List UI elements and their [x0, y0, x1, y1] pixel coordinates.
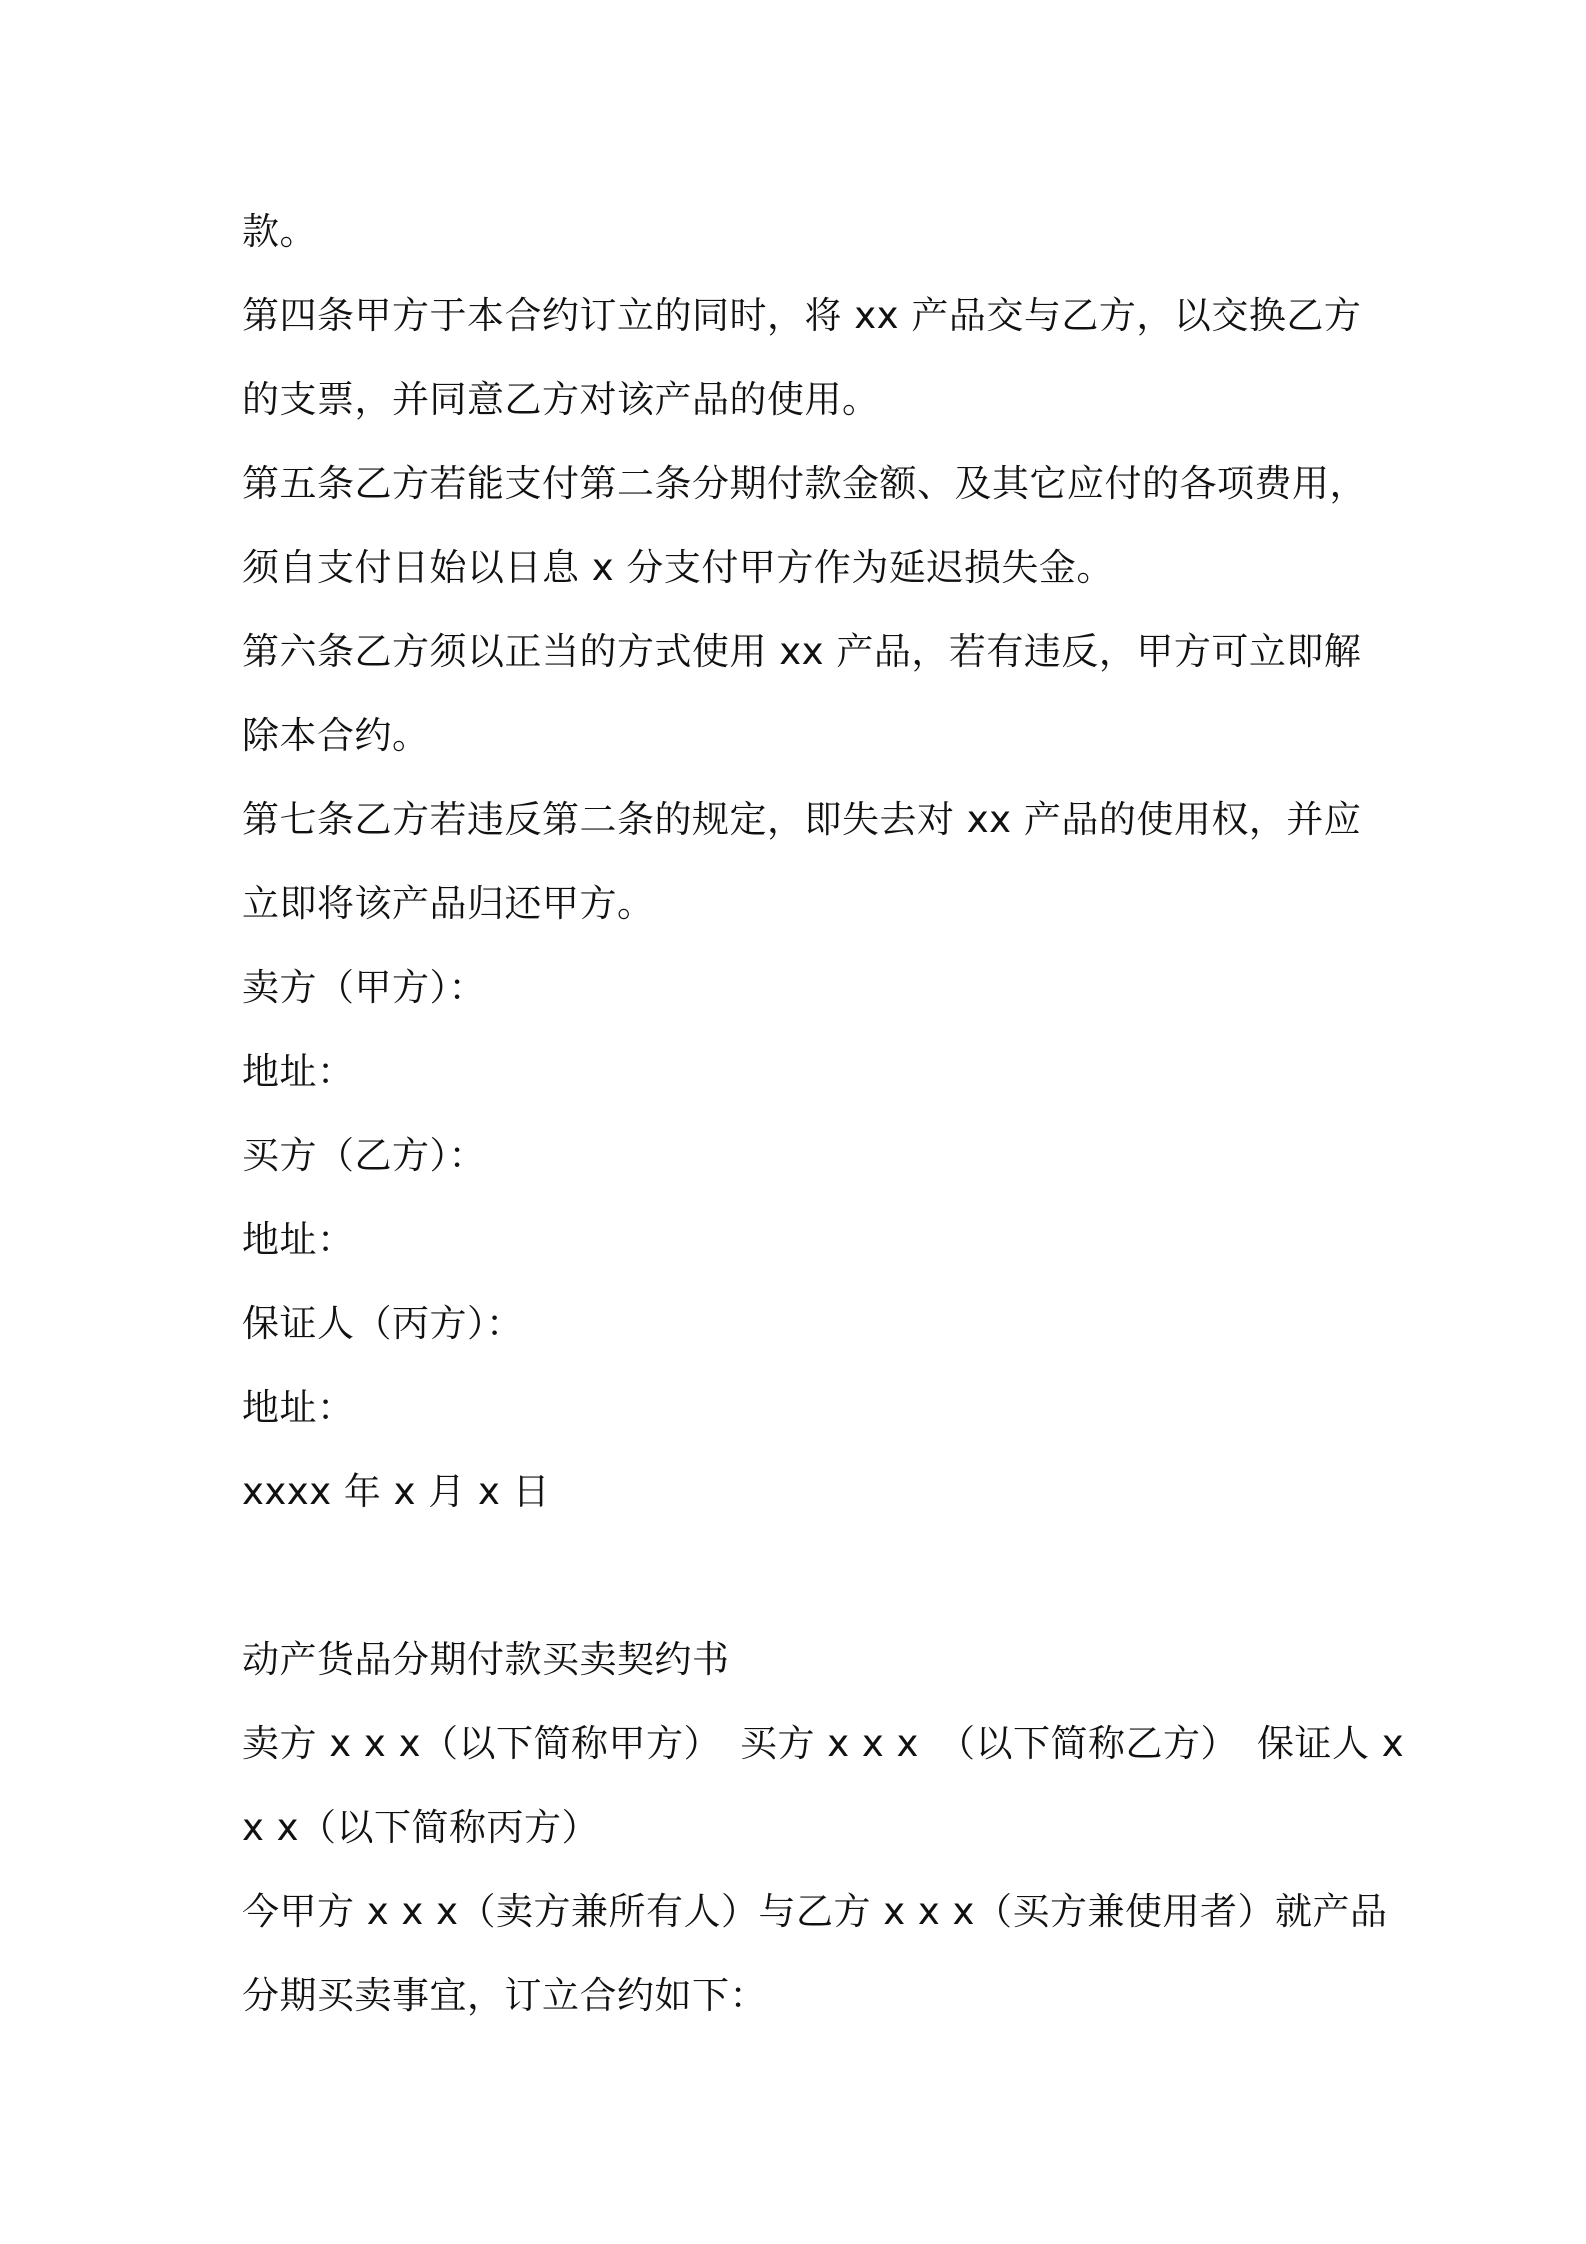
address-label: 地址：: [242, 1218, 355, 1261]
contract-title: 动产货品分期付款买卖契约书: [242, 1638, 730, 1681]
address-label: 地址：: [242, 1050, 355, 1093]
buyer-label: 买方（乙方）：: [242, 1134, 486, 1177]
text-line: 第五条乙方若能支付第二条分期付款金额、及其它应付的各项费用，: [242, 462, 1367, 505]
text-line: 须自支付日始以日息 x 分支付甲方作为延迟损失金。: [242, 546, 1114, 589]
guarantor-label: 保证人（丙方）：: [242, 1302, 524, 1345]
text-line: x x（以下简称丙方）: [242, 1806, 600, 1849]
address-label: 地址：: [242, 1386, 355, 1429]
document-body: [242, 190, 1405, 2038]
text-line: 立即将该产品归还甲方。: [242, 882, 655, 925]
text-line: 第四条甲方于本合约订立的同时，将 xx 产品交与乙方，以交换乙方: [242, 294, 1362, 337]
text-line: 第七条乙方若违反第二条的规定，即失去对 xx 产品的使用权，并应: [242, 798, 1362, 841]
text-line: 今甲方 x x x（卖方兼所有人）与乙方 x x x（买方兼使用者）就产品: [242, 1890, 1388, 1933]
text-line: 卖方 x x x（以下简称甲方） 买方 x x x （以下简称乙方） 保证人 x: [242, 1722, 1405, 1765]
seller-label: 卖方（甲方）：: [242, 966, 486, 1009]
section-gap: [242, 1534, 1362, 1618]
text-line: 分期买卖事宜，订立合约如下：: [242, 1974, 767, 2017]
text-line: 的支票，并同意乙方对该产品的使用。: [242, 378, 880, 421]
date-line: xxxx 年 x 月 x 日: [242, 1470, 551, 1513]
text-line: 款。: [242, 210, 317, 253]
text-line: 除本合约。: [242, 714, 430, 757]
text-line: 第六条乙方须以正当的方式使用 xx 产品，若有违反，甲方可立即解: [242, 630, 1362, 673]
